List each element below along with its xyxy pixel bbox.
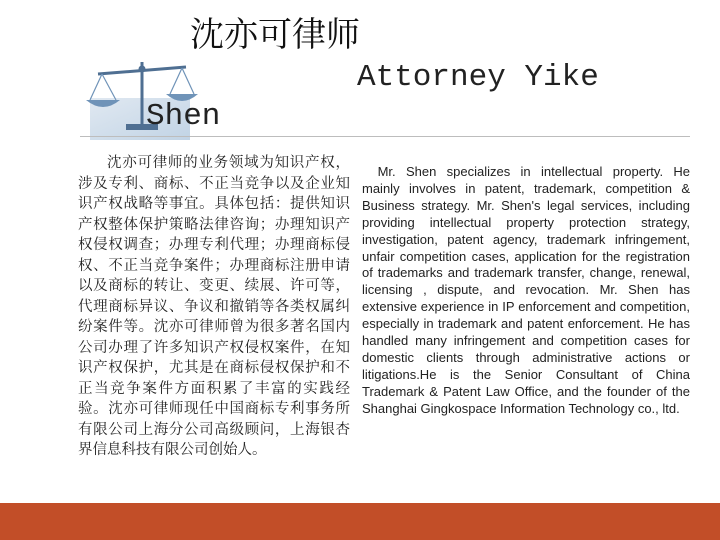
- footer-bar: [0, 503, 720, 540]
- page-subtitle: Attorney Yike: [357, 60, 599, 95]
- bio-english: Mr. Shen specializes in intellectual property. He mainly involves in patent, trademark, competition & Business strategy. Mr. Shen's legal services, including providing intellectual property protection strategy, investigation, patent agency, trademark infringement, unfair competition cases, application for the registration of trademarks and trademark transfer, change, renewal, licensing , dispute, and revocation. Mr. Shen has extensive experience in IP enforcement and competition, especially in trademark and patent enforcement. He has handled many infringement and competition cases for domestic clients through administrative actions or litigations.He is the Senior Consultant of China Trademark & Patent Law Office, and the founder of the Shanghai Gingkospace Information Technology co., ltd.: [362, 164, 690, 416]
- page-subtitle-continued: Shen: [146, 99, 221, 134]
- header-divider: [80, 136, 690, 137]
- page-title: 沈亦可律师: [190, 15, 360, 55]
- bio-chinese: 沈亦可律师的业务领域为知识产权，涉及专利、商标、不正当竞争以及企业知识产权战略等事宜。具体包括：提供知识产权整体保护策略法律咨询；办理知识产权侵权调查；办理专利代理；办理商标侵权、不正当竞争案件；办理商标注册申请以及商标的转让、变更、续展、许可等，代理商标异议、争议和撤销等各类权属纠纷案件等。沈亦可律师曾为很多著名国内公司办理了许多知识产权侵权案件，在知识产权保护，尤其是在商标侵权保护和不正当竞争案件方面积累了丰富的实践经验。沈亦可律师现任中国商标专利事务所有限公司上海分公司高级顾问，上海银杏界信息科技有限公司创始人。: [78, 155, 350, 458]
